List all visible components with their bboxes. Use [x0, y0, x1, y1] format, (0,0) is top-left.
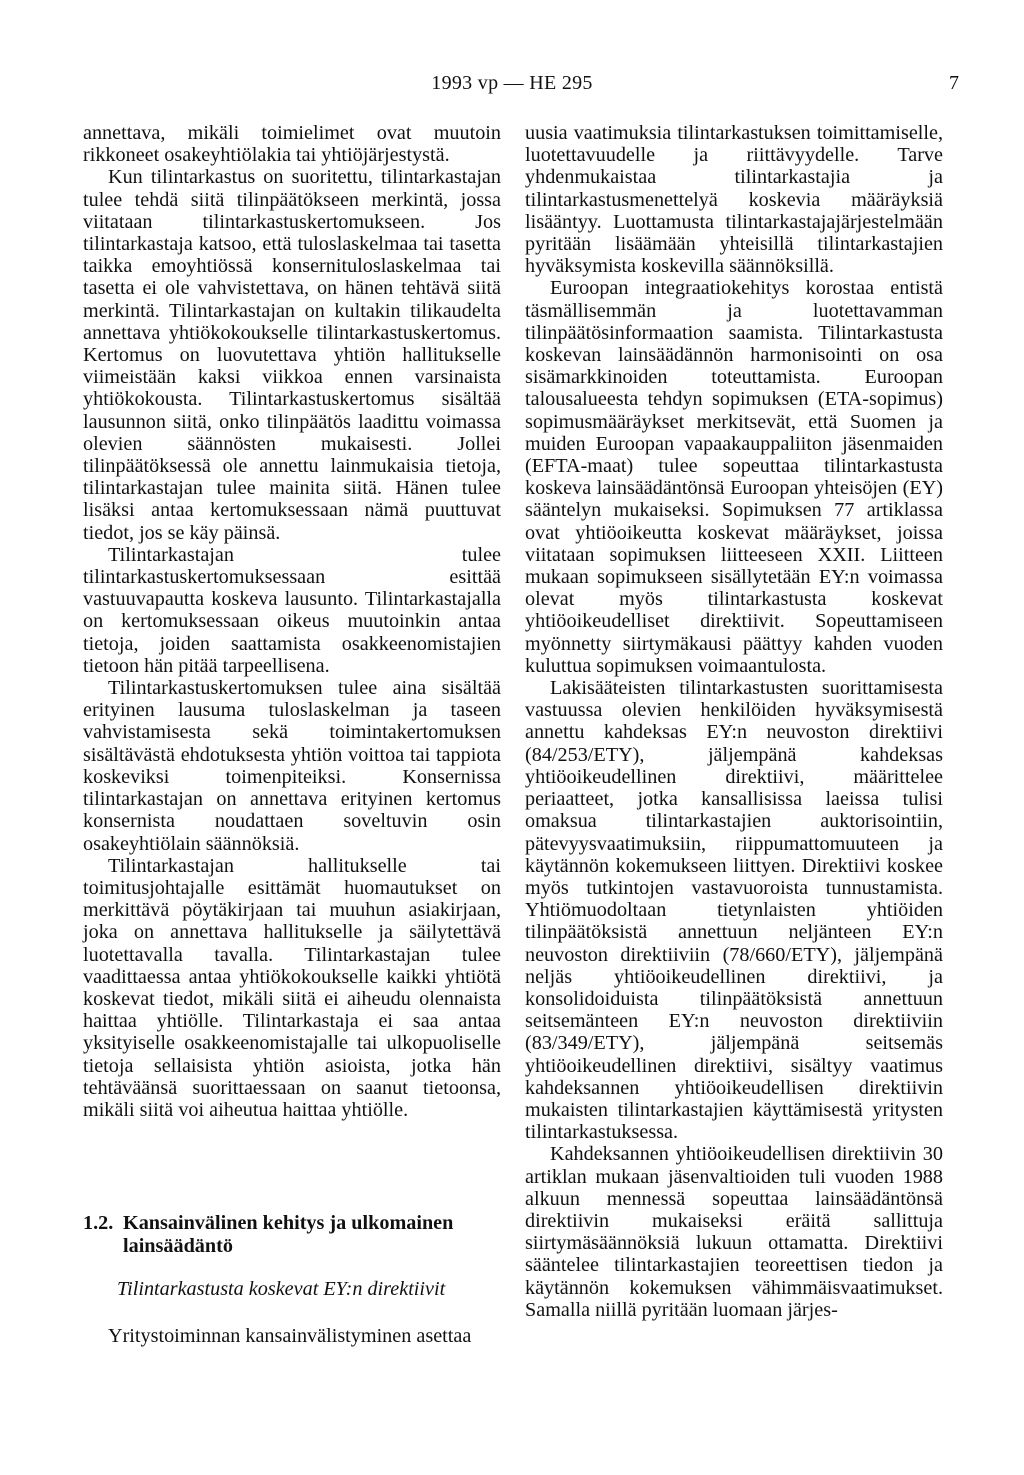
paragraph: annettava, mikäli toimielimet ovat muutoin rikkoneet osakeyhtiölakia tai yhtiöjärjestystä. — [83, 122, 501, 167]
section-title: Kansainvälinen kehitys ja ulkomainen lainsäädäntö — [123, 1212, 454, 1257]
paragraph: Kahdeksannen yhtiöoikeudellisen direktiivin 30 artiklan mukaan jäsenvaltioiden tuli vuoden 1988 alkuun mennessä sopeuttaa lainsäädäntönsä direktiivin mukaiseksi eräitä sallittuja siirtymäsäännöksiä lukuun ottamatta. Direktiivi sääntelee tilintarkastajien teoreettisen tiedon ja käytännön kokemuksen vähimmäisvaatimukset. Samalla niillä pyritään luomaan järjes- — [525, 1143, 943, 1321]
subheading: Tilintarkastusta koskevat EY:n direktiivit — [117, 1278, 446, 1300]
section-number: 1.2. — [83, 1212, 114, 1234]
paragraph: Kun tilintarkastus on suoritettu, tilintarkastajan tulee tehdä siitä tilinpäätökseen merkintä, jossa viitataan tilintarkastuskertomukseen. Jos tilintarkastaja katsoo, että tuloslaskelmaa tai tasetta taikka emoyhtiössä konsernituloslaskelmaa tai tasetta ei ole vahvistettava, on hänen tehtävä siitä merkintä. Tilintarkastajan on kultakin tilikaudelta annettava yhtiökokoukselle tilintarkastuskertomus. Kertomus on luovutettava yhtiön hallitukselle viimeistään kaksi viikkoa ennen varsinaista yhtiökokousta. Tilintarkastuskertomus sisältää lausunnon siitä, onko tilinpäätös laadittu voimassa olevien säännösten mukaisesti. Jollei tilinpäätöksessä ole annettu lainmukaisia tietoja, tilintarkastajan tulee mainita siitä. Hänen tulee lisäksi antaa kertomuksessaan nämä puuttuvat tiedot, jos se käy päinsä. — [83, 166, 501, 544]
header-title: 1993 vp — HE 295 — [431, 72, 593, 94]
left-column — [83, 122, 501, 1121]
paragraph: Tilintarkastajan tulee tilintarkastuskertomuksessaan esittää vastuuvapautta koskeva lausunto. Tilintarkastajalla on kertomuksessaan oikeus muutoinkin antaa tietoja, joiden saattamista osakkeenomistajien tietoon hän pitää tarpeellisena. — [83, 543, 501, 677]
paragraph-start: Yritystoiminnan kansainvälistyminen asettaa — [108, 1325, 472, 1347]
paragraph: Euroopan integraatiokehitys korostaa entistä täsmällisemmän ja luotettavamman tilinpäätösinformaation saamista. Tilintarkastusta koskevan lainsäädännön harmonisointi on osa sisämarkkinoiden toteuttamista. Euroopan talousalueesta tehdyn sopimuksen (ETA-sopimus) sopimusmääräykset merkitsevät, että Suomen ja muiden Euroopan vapaakauppaliiton jäsenmaiden (EFTA-maat) tulee sopeuttaa tilintarkastusta koskeva lainsäädäntönsä Euroopan yhteisöjen (EY) sääntelyn mukaiseksi. Sopimuksen 77 artiklassa ovat yhtiöoikeutta koskevat määräykset, joissa viitataan sopimuksen liitteeseen XXII. Liitteen mukaan sopimukseen sisällytetään EY:n voimassa olevat myös tilintarkastusta koskevat yhtiöoikeudelliset direktiivit. Sopeuttamiseen myönnetty siirtymäkausi päättyy kahden vuoden kuluttua sopimuksen voimaantulosta. — [525, 277, 943, 677]
paragraph: uusia vaatimuksia tilintarkastuksen toimittamiselle, luotettavuudelle ja riittävyydelle. Tarve yhdenmukaistaa tilintarkastajia ja tilintarkastusmenettelyä koskevia määräyksiä lisääntyy. Luottamusta tilintarkastajajärjestelmään pyritään lisäämään yhteisillä tilintarkastajien hyväksymista koskevilla säännöksillä. — [525, 122, 943, 278]
paragraph: Tilintarkastuskertomuksen tulee aina sisältää erityinen lausuma tuloslaskelman ja taseen vahvistamisesta sekä toimintakertomuksen sisältävästä ehdotuksesta yhtiön voittoa tai tappiota koskeviksi toimenpiteiksi. Konsernissa tilintarkastajan on annettava erityinen kertomus konsernista noudattaen soveltuvin osin osakeyhtiölain säännöksiä. — [83, 677, 501, 855]
page-header — [0, 72, 1024, 102]
right-column — [525, 122, 943, 1321]
page-number: 7 — [949, 72, 959, 94]
section-heading — [83, 1212, 483, 1258]
paragraph: Lakisääteisten tilintarkastusten suorittamisesta vastuussa olevien henkilöiden hyväksymisestä annettu kahdeksas EY:n neuvoston direktiivi (84/253/ETY), jäljempänä kahdeksas yhtiöoikeudellinen direktiivi, määrittelee periaatteet, jotka kansallisissa laeissa tulisi omaksua tilintarkastajien auktorisointiin, pätevyysvaatimuksiin, riippumattomuuteen ja käytännön kokemukseen liittyen. Direktiivi koskee myös tutkintojen vastavuoroista tunnustamista. Yhtiömuodoltaan tietynlaisten yhtiöiden tilinpäätöksistä annettuun neljänteen EY:n neuvoston direktiiviin (78/660/ETY), jäljempänä neljäs yhtiöoikeudellinen direktiivi, ja konsolidoiduista tilinpäätöksistä annettuun seitsemänteen EY:n neuvoston direktiiviin (83/349/ETY), jäljempänä seitsemäs yhtiöoikeudellinen direktiivi, sisältyy vaatimus kahdeksannen yhtiöoikeudellisen direktiivin mukaisten tilintarkastajien käyttämisestä yritysten tilintarkastuksessa. — [525, 677, 943, 1144]
paragraph: Tilintarkastajan hallitukselle tai toimitusjohtajalle esittämät huomautukset on merkittävä pöytäkirjaan tai muuhun asiakirjaan, joka on annettava hallitukselle ja säilytettävä luotettavalla tavalla. Tilintarkastajan tulee vaadittaessa antaa yhtiökokoukselle kaikki yhtiötä koskevat tiedot, mikäli siitä ei aiheudu olennaista haittaa yhtiölle. Tilintarkastaja ei saa antaa yksityiselle osakkeenomistajalle tai ulkopuoliselle tietoja sellaisista yhtiön asioista, jotka hän tehtäväänsä suorittaessaan on saanut tietoonsa, mikäli siitä voi aiheutua haittaa yhtiölle. — [83, 854, 501, 1121]
